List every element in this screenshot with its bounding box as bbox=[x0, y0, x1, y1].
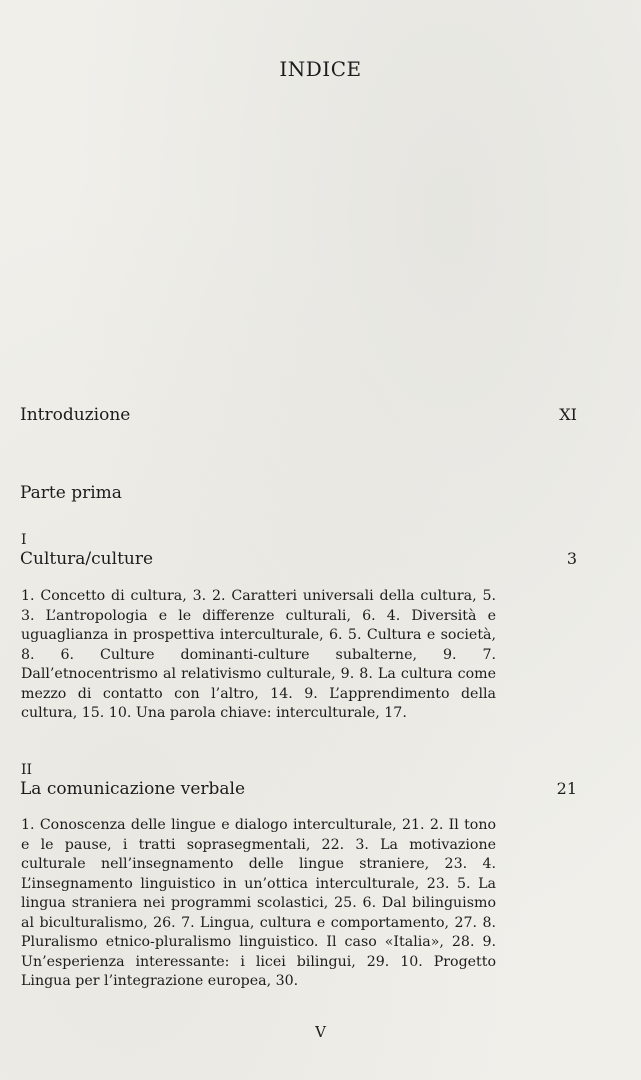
chapter-title: La comunicazione verbale bbox=[20, 779, 246, 799]
chapter-contents: 1. Conoscenza delle lingue e dialogo interculturale, 21. 2. Il tono e le pause, i tratti soprasegmentali, 22. 3. La motivazione culturale nell’insegnamento delle lingue straniere, 23. 4. L’insegnamento linguistico in un’ottica interculturale, 23. 5. La lingua straniera nei programmi scolastici, 25. 6. Dal bilinguismo al biculturalismo, 26. 7. Lingua, cultura e comportamento, 27. 8. Pluralismo etnico-pluralismo linguistico. Il caso «Italia», 28. 9. Un’esperienza interessante: i licei bilingui, 29. 10. Progetto Lingua per l’integrazione europea, 30. bbox=[21, 817, 496, 989]
page-title: INDICE bbox=[279, 57, 362, 81]
toc-entry-label: Introduzione bbox=[20, 405, 131, 425]
chapter-contents: 1. Concetto di cultura, 3. 2. Caratteri universali della cultura, 5. 3. L’antropologia e le differenze culturali, 6. 4. Diversità e uguaglianza in prospettiva interculturale, 6. 5. Cultura e società, 8. 6. Culture dominanti-culture subalterne, 9. 7. Dall’etnocentrismo al relativismo culturale, 9. 8. La cultura come mezzo di contatto con l’altro, 14. 9. L’apprendimento della cultura, 15. 10. Una parola chiave: interculturale, 17. bbox=[21, 588, 496, 721]
chapter-page: 3 bbox=[566, 549, 577, 568]
chapter-number: II bbox=[21, 762, 33, 778]
toc-entry-page: XI bbox=[559, 405, 577, 424]
part-heading: Parte prima bbox=[20, 483, 122, 503]
page-number: V bbox=[315, 1023, 326, 1041]
toc-entry-introduzione bbox=[20, 405, 577, 425]
chapter-title: Cultura/culture bbox=[20, 549, 154, 569]
toc-entry-chapter-1 bbox=[20, 549, 577, 569]
chapter-page: 21 bbox=[556, 779, 577, 798]
chapter-number: I bbox=[21, 532, 27, 548]
toc-entry-chapter-2 bbox=[20, 779, 577, 799]
